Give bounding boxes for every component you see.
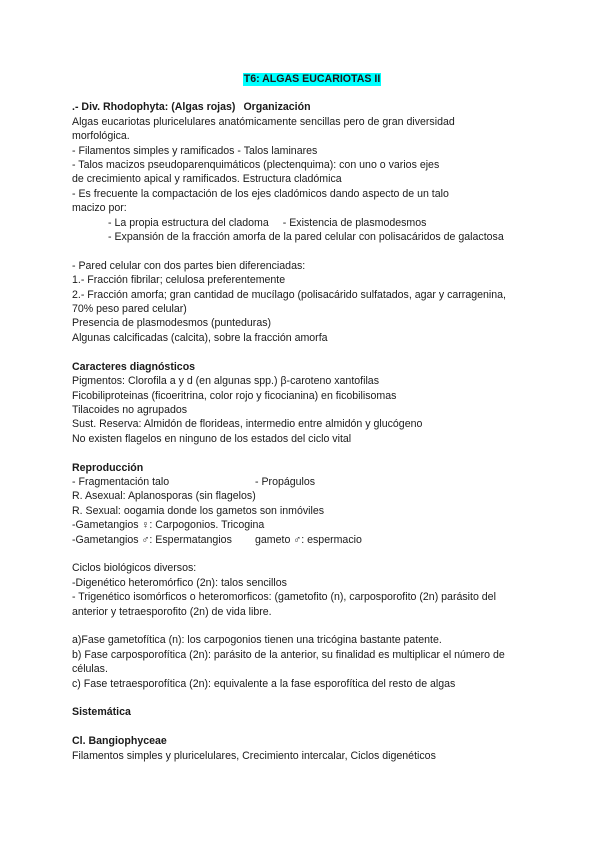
text-line: morfológica. [72,130,130,143]
rhodophyta-heading-org: Organización [243,101,311,114]
text-line: R. Sexual: oogamia donde los gametos son inmóviles [72,504,325,517]
text-line: - Pared celular con dos partes bien diferenciadas: [72,259,306,272]
rhodophyta-heading-div: .- Div. Rhodophyta: (Algas rojas) [72,101,236,114]
text-line: 2.- Fracción amorfa; gran cantidad de mucílago (polisacárido sulfatados, agar y carragenina, [72,288,506,301]
text-line: - Filamentos simples y ramificados - Talos laminares [72,144,318,157]
text-line: de crecimiento apical y ramificados. Estructura cladómica [72,173,342,186]
text-line: - Trigenético isomórficos o heteromorficos: (gametofito (n), carposporofito (2n) parásito del [72,591,496,604]
rhodophyta-heading [72,100,552,114]
text-line: Filamentos simples y pluricelulares, Crecimiento intercalar, Ciclos digenéticos [72,749,436,762]
title-wrap [72,72,552,86]
gam-male-right: gameto ♂: espermacio [255,533,362,546]
document-title: T6: ALGAS EUCARIOTAS II [243,73,381,85]
text-line: b) Fase carposporofítica (2n): parásito de la anterior, su finalidad es multiplicar el número de [72,648,505,661]
gam-male-left: -Gametangios ♂: Espermatangios [72,533,232,546]
gam-male-line [72,533,552,547]
caracteres-heading: Caracteres diagnósticos [72,360,196,373]
class-heading: Cl. Bangiophyceae [72,735,167,748]
text-line: Algas eucariotas pluricelulares anatómicamente sencillas pero de gran diversidad [72,115,455,128]
text-line: a)Fase gametofítica (n): los carpogonios tienen una tricógina bastante patente. [72,634,442,647]
sub-item: - La propia estructura del cladoma [108,216,269,229]
sub-item-line [72,216,552,230]
frag-right: - Propágulos [255,475,316,488]
text-line: - Es frecuente la compactación de los ejes cladómicos dando aspecto de un talo [72,187,449,200]
text-line: Tilacoides no agrupados [72,403,188,416]
text-line: células. [72,663,108,676]
text-line: R. Asexual: Aplanosporas (sin flagelos) [72,490,256,503]
text-line: No existen flagelos en ninguno de los estados del ciclo vital [72,432,352,445]
text-line: -Digenético heteromórfico (2n): talos sencillos [72,576,287,589]
text-line: anterior y tetraesporofito (2n) de vida libre. [72,605,272,618]
text-line: c) Fase tetraesporofítica (2n): equivalente a la fase esporofítica del resto de algas [72,677,456,690]
sistematica-heading: Sistemática [72,706,131,719]
frag-line [72,475,552,489]
text-line: macizo por: [72,202,127,215]
document-page [72,72,552,763]
text-line: -Gametangios ♀: Carpogonios. Tricogina [72,519,265,532]
text-line: - Talos macizos pseudoparenquimáticos (plectenquima): con uno o varios ejes [72,159,440,172]
text-line: 70% peso pared celular) [72,303,187,316]
text-line: Ficobiliproteinas (ficoeritrina, color rojo y ficocianina) en ficobilisomas [72,389,397,402]
text-line: Sust. Reserva: Almidón de florideas, intermedio entre almidón y glucógeno [72,418,423,431]
sub-item: - Existencia de plasmodesmos [282,216,427,229]
text-line: 1.- Fracción fibrilar; celulosa preferentemente [72,274,286,287]
text-line: Pigmentos: Clorofila a y d (en algunas spp.) β-caroteno xantofilas [72,375,379,388]
frag-left: - Fragmentación talo [72,475,170,488]
text-line: Ciclos biológicos diversos: [72,562,197,575]
reproduccion-heading: Reproducción [72,461,144,474]
sub-item: - Expansión de la fracción amorfa de la pared celular con polisacáridos de galactosa [108,231,504,244]
text-line: Algunas calcificadas (calcita), sobre la fracción amorfa [72,331,328,344]
text-line: Presencia de plasmodesmos (punteduras) [72,317,272,330]
